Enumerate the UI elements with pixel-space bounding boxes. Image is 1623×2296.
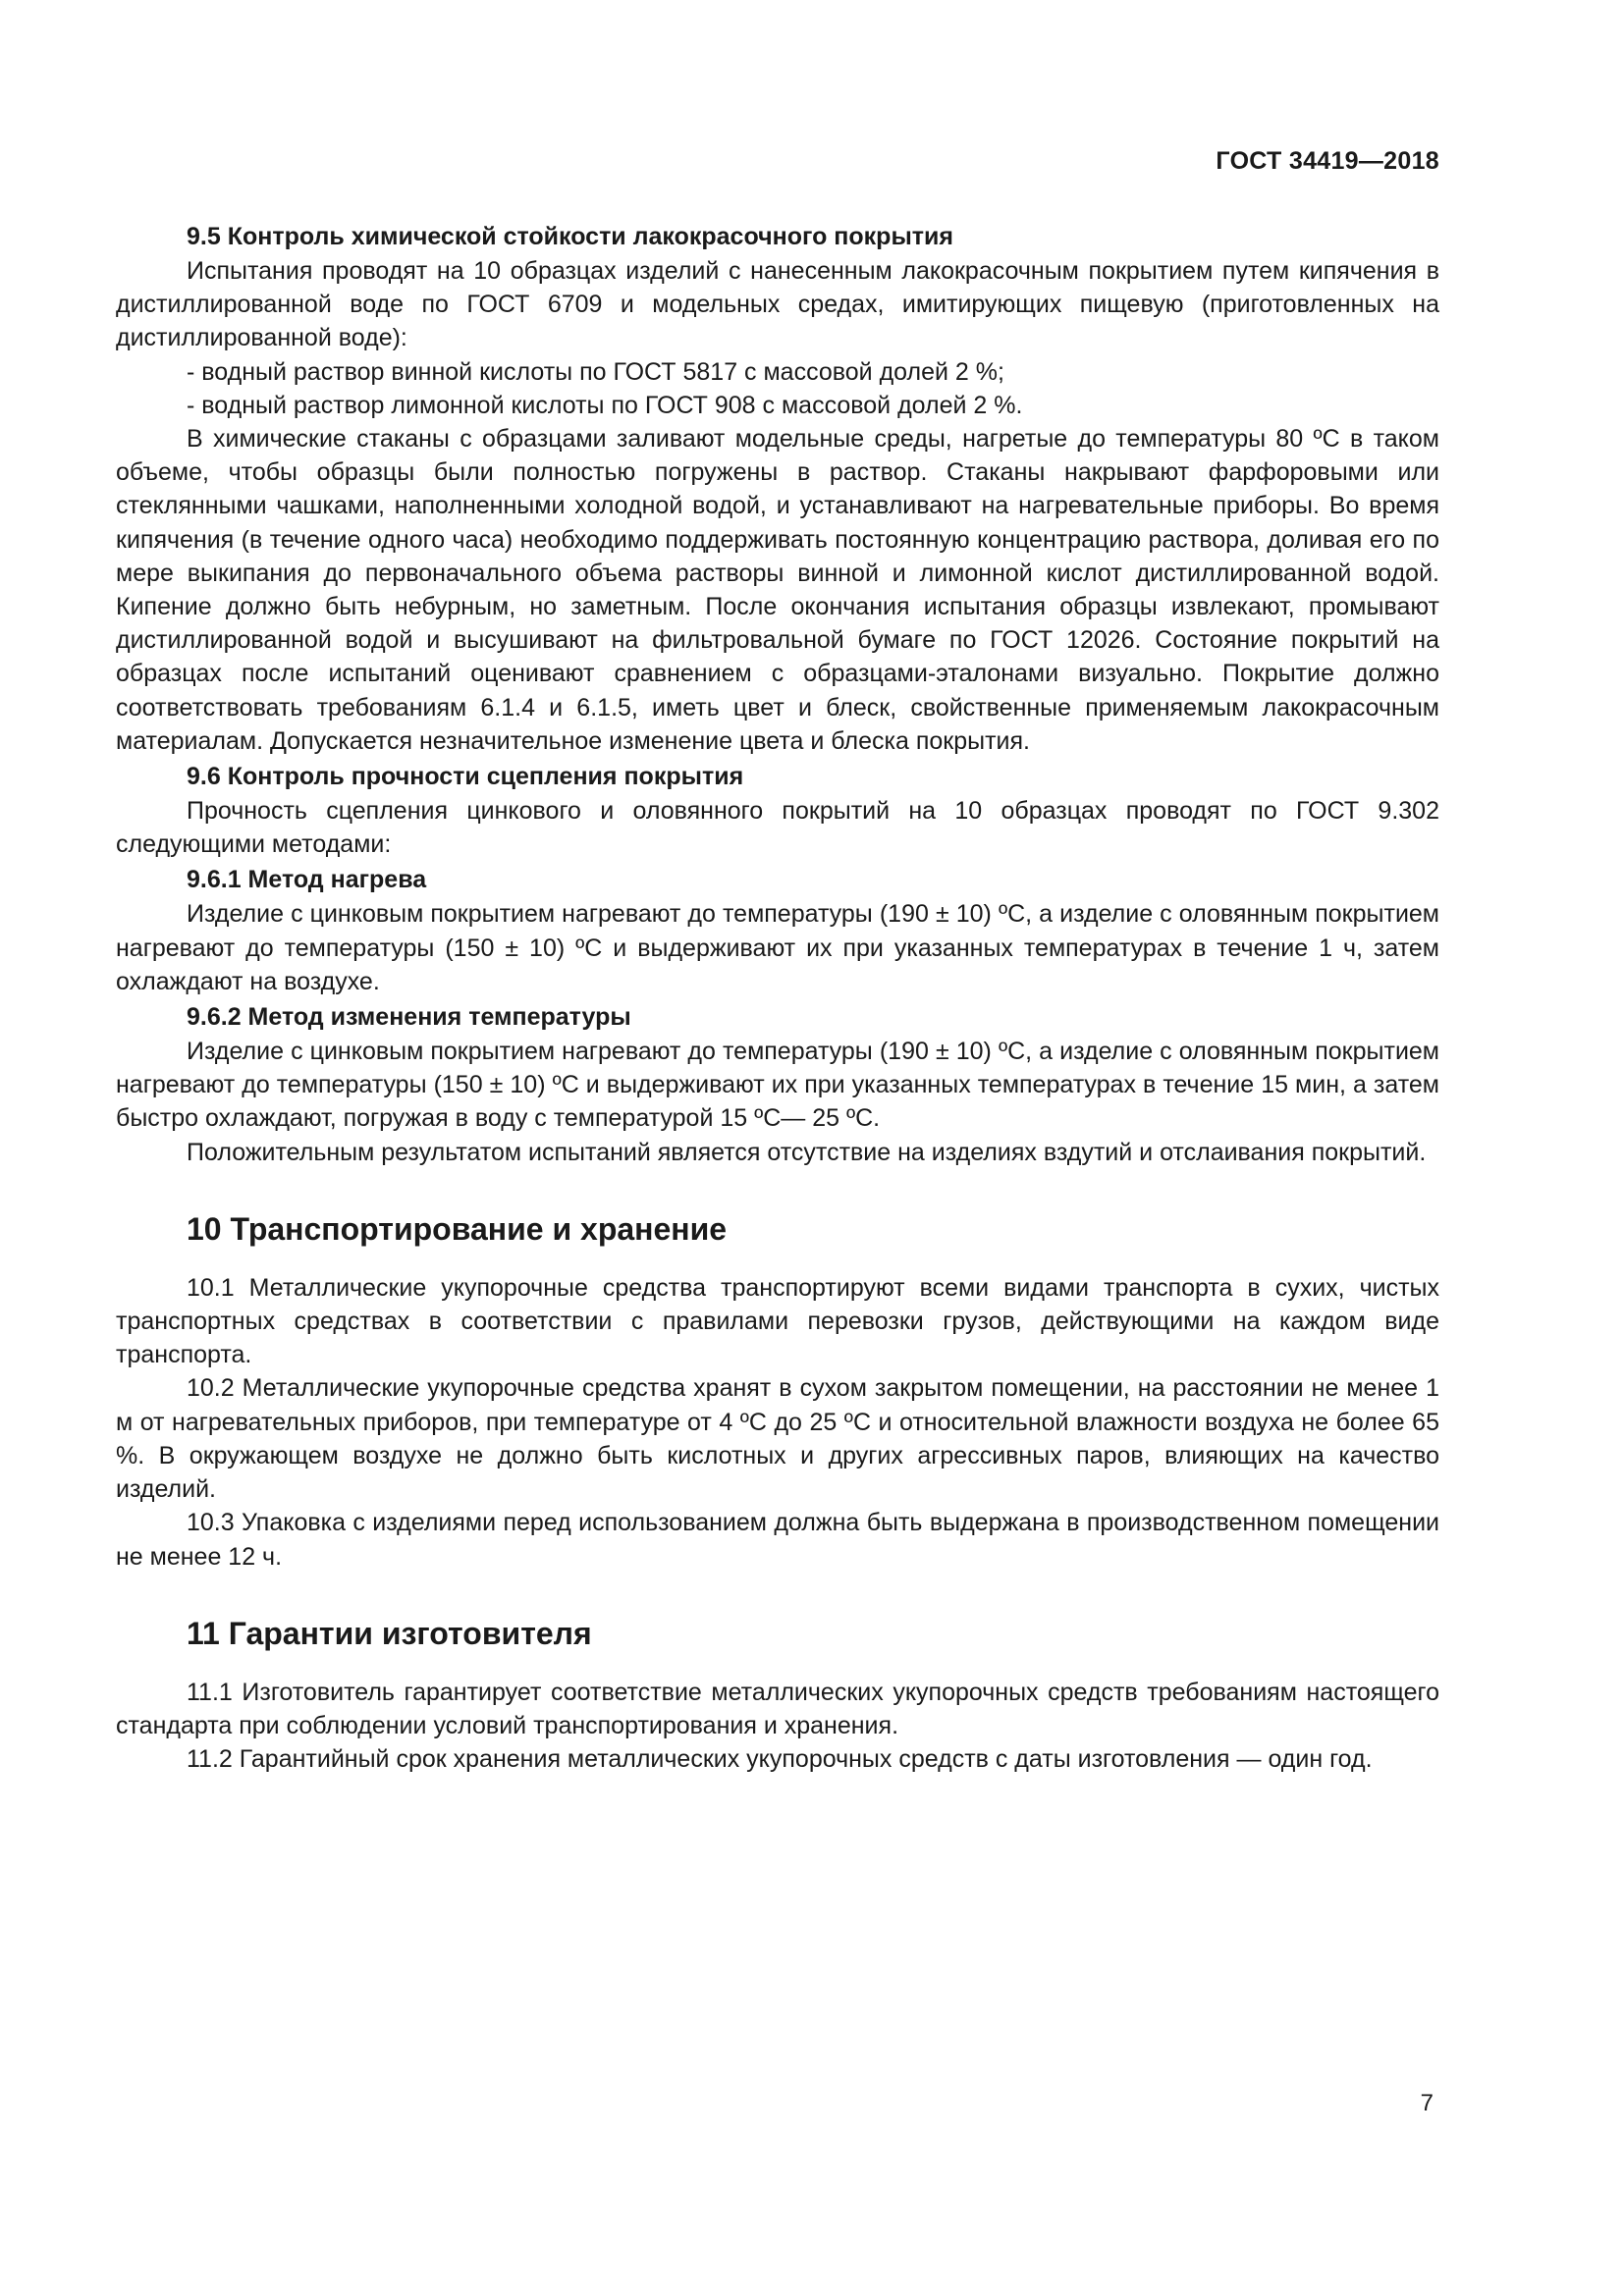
paragraph-9-5-procedure: В химические стаканы с образцами заливают модельные среды, нагретые до температуры 80 ºС в таком объеме, чтобы образцы были полностью погружены в раствор. Стаканы накрывают фарфоровыми или стеклянными чашками, наполненными холодной водой, и устанавливают на нагревательные приборы. Во время кипячения (в течение одного часа) необходимо поддерживать постоянную концентрацию раствора, доливая его по мере выкипания до первоначального объема растворы винной и лимонной кислот дистиллированной водой. Кипение должно быть небурным, но заметным. После окончания испытания образцы извлекают, промывают дистиллированной водой и высушивают на фильтровальной бумаге по ГОСТ 12026. Состояние покрытий на образцах после испытаний оценивают сравнением с образцами-эталонами визуально. Покрытие должно соответствовать требованиям 6.1.4 и 6.1.5, иметь цвет и блеск, свойственные применяемым лакокрасочным материалам. Допускается незначительное изменение цвета и блеска покрытия.: [116, 425, 1439, 755]
document-body: [116, 220, 1439, 1776]
paragraph-9-6-intro: Прочность сцепления цинкового и оловянного покрытий на 10 образцах проводят по ГОСТ 9.302 следующими методами:: [116, 797, 1439, 859]
subsection-9-6-2-heading: 9.6.2 Метод изменения температуры: [187, 1003, 631, 1032]
paragraph-11-1: 11.1 Изготовитель гарантирует соответствие металлических укупорочных средств требованиям настоящего стандарта при соблюдении условий транспортирования и хранения.: [116, 1678, 1439, 1739]
paragraph-10-2: 10.2 Металлические укупорочные средства хранят в сухом закрытом помещении, на расстоянии не менее 1 м от нагревательных приборов, при температуре от 4 ºС до 25 ºС и относительной влажности воздуха не более 65 %. В окружающем воздухе не должно быть кислотных и других агрессивных паров, влияющих на качество изделий.: [116, 1374, 1439, 1504]
subsection-9-6-1-heading: 9.6.1 Метод нагрева: [187, 866, 427, 894]
paragraph-9-5-intro: Испытания проводят на 10 образцах изделий с нанесенным лакокрасочным покрытием путем кипячения в дистиллированной воде по ГОСТ 6709 и модельных средах, имитирующих пищевую (приготовленных на дистиллированной воде):: [116, 257, 1439, 352]
paragraph-11-2: 11.2 Гарантийный срок хранения металлических укупорочных средств с даты изготовления — один год.: [187, 1745, 1373, 1774]
document-page: [116, 0, 1439, 2296]
subsection-9-6-heading: 9.6 Контроль прочности сцепления покрытия: [187, 763, 744, 791]
paragraph-9-6-1: Изделие с цинковым покрытием нагревают до температуры (190 ± 10) ºС, а изделие с оловянным покрытием нагревают до температуры (150 ± 10) ºС и выдерживают их при указанных температурах в течение 1 ч, затем охлаждают на воздухе.: [116, 900, 1439, 995]
paragraph-10-1: 10.1 Металлические укупорочные средства транспортируют всеми видами транспорта в сухих, чистых транспортных средствах в соответствии с правилами перевозки грузов, действующими на каждом виде транспорта.: [116, 1273, 1439, 1369]
section-10-heading: 10 Транспортирование и хранение: [187, 1210, 728, 1247]
paragraph-10-3: 10.3 Упаковка с изделиями перед использованием должна быть выдержана в производственном помещении не менее 12 ч.: [116, 1509, 1439, 1571]
list-item-citric-acid: - водный раствор лимонной кислоты по ГОСТ 908 с массовой долей 2 %.: [187, 391, 1023, 419]
paragraph-9-6-2: Изделие с цинковым покрытием нагревают до температуры (190 ± 10) ºС, а изделие с оловянным покрытием нагревают до температуры (150 ± 10) ºС и выдерживают их при указанных температурах в течение 15 мин, а затем быстро охлаждают, погружая в воду с температурой 15 ºС— 25 ºС.: [116, 1038, 1439, 1133]
page-number: 7: [1420, 2090, 1434, 2116]
paragraph-9-6-2-result: Положительным результатом испытаний является отсутствие на изделиях вздутий и отслаивания покрытий.: [187, 1138, 1427, 1166]
subsection-9-5-heading: 9.5 Контроль химической стойкости лакокрасочного покрытия: [187, 223, 953, 250]
section-11-heading: 11 Гарантии изготовителя: [187, 1615, 592, 1651]
list-item-tartaric-acid: - водный раствор винной кислоты по ГОСТ 5817 с массовой долей 2 %;: [187, 357, 1004, 386]
document-header-id: ГОСТ 34419—2018: [1216, 147, 1439, 175]
